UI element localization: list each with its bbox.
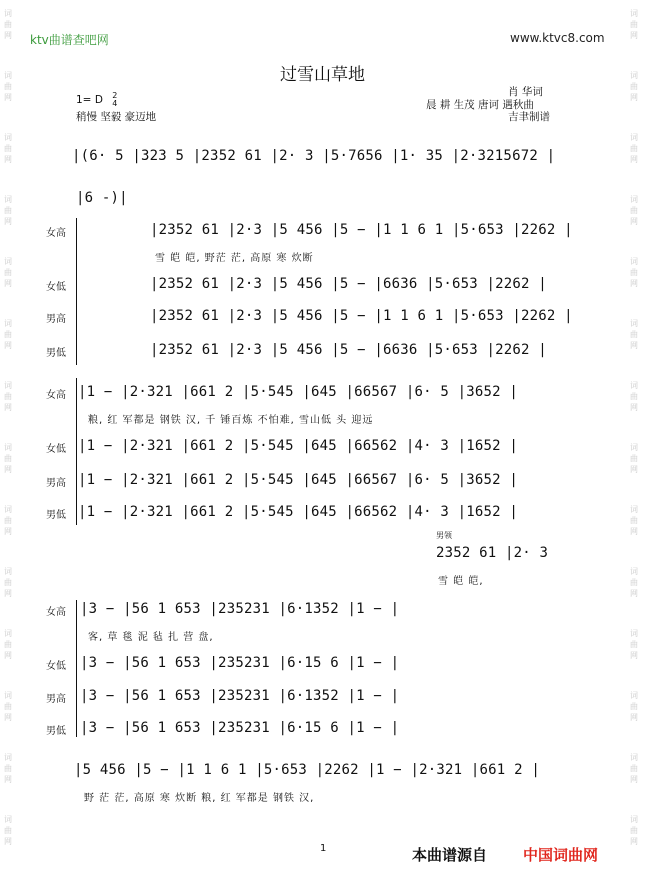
page-number: 1 <box>320 843 327 854</box>
lyric-row: 粮, 红 军都是 钢铁 汉, 千 锤百炼 不怕难, 雪山低 头 迎远 <box>88 415 374 426</box>
watermark-glyphs: 词 曲 网 <box>630 443 638 474</box>
watermark-glyphs: 词 曲 网 <box>630 815 638 846</box>
watermark-glyphs: 词 曲 网 <box>4 195 12 226</box>
watermark-glyphs: 词 曲 网 <box>4 71 12 102</box>
score-row: |3 − |56 1 653 |235231 |6·15 6 |1 − | <box>80 720 400 736</box>
voice-label: 女低 <box>46 661 66 672</box>
score-row: |2352 61 |2·3 |5 456 |5 − |1 1 6 1 |5·653 |2262 | <box>150 222 573 238</box>
voice-label: 女低 <box>46 282 66 293</box>
score-row: |2352 61 |2·3 |5 456 |5 − |6636 |5·653 |2262 | <box>150 342 547 358</box>
composer-credit: 晨 耕 生茂 唐诃 遇秋曲 <box>426 99 534 111</box>
system-bracket <box>76 600 77 737</box>
song-title: 过雪山草地 <box>280 65 365 85</box>
score-row: |3 − |56 1 653 |235231 |6·1352 |1 − | <box>80 601 400 617</box>
score-row: |1 − |2·321 |661 2 |5·545 |645 |66562 |4· 3 |1652 | <box>78 438 519 454</box>
solo-lyric: 雪 皑 皑, <box>438 576 484 587</box>
engraver-credit: 吉聿制谱 <box>508 111 550 123</box>
voice-label: 女高 <box>46 228 66 239</box>
watermark-glyphs: 词 曲 网 <box>630 319 638 350</box>
watermark-glyphs: 词 曲 网 <box>4 629 12 660</box>
solo-label: 男领 <box>436 531 452 540</box>
intro-line-end: |6 -)| <box>76 190 128 206</box>
score-row: |1 − |2·321 |661 2 |5·545 |645 |66567 |6· 5 |3652 | <box>78 384 519 400</box>
score-row: |3 − |56 1 653 |235231 |6·1352 |1 − | <box>80 688 400 704</box>
system-bracket <box>76 218 77 365</box>
score-row: |3 − |56 1 653 |235231 |6·15 6 |1 − | <box>80 655 400 671</box>
voice-label: 女低 <box>46 444 66 455</box>
watermark-glyphs: 词 曲 网 <box>630 195 638 226</box>
voice-label: 男低 <box>46 510 66 521</box>
voice-label: 女高 <box>46 607 66 618</box>
score-row: |1 − |2·321 |661 2 |5·545 |645 |66562 |4· 3 |1652 | <box>78 504 519 520</box>
score-row: |2352 61 |2·3 |5 456 |5 − |1 1 6 1 |5·653 |2262 | <box>150 308 573 324</box>
watermark-glyphs: 词 曲 网 <box>4 567 12 598</box>
watermark-glyphs: 词 曲 网 <box>4 381 12 412</box>
brand-link[interactable]: 中国词曲网 <box>523 846 599 864</box>
watermark-glyphs: 词 曲 网 <box>630 505 638 536</box>
watermark-glyphs: 词 曲 网 <box>4 443 12 474</box>
watermark-glyphs: 词 曲 网 <box>4 319 12 350</box>
intro-line: |(6· 5 |323 5 |2352 61 |2· 3 |5·7656 |1· 35 |2·3215672 | <box>72 148 556 164</box>
time-signature <box>112 92 117 108</box>
lyricist-credit: 肖 华词 <box>508 86 543 98</box>
score-row: |2352 61 |2·3 |5 456 |5 − |6636 |5·653 |2262 | <box>150 276 547 292</box>
watermark-glyphs: 词 曲 网 <box>630 753 638 784</box>
watermark-glyphs: 词 曲 网 <box>630 9 638 40</box>
key-label: 1= D <box>76 94 103 106</box>
watermark-glyphs: 词 曲 网 <box>630 257 638 288</box>
watermark-glyphs: 词 曲 网 <box>4 691 12 722</box>
tempo-marking: 稍慢 坚毅 豪迈地 <box>76 111 157 123</box>
key-signature <box>76 92 117 108</box>
watermark-glyphs: 词 曲 网 <box>4 505 12 536</box>
voice-label: 男高 <box>46 478 66 489</box>
watermark-glyphs: 词 曲 网 <box>4 9 12 40</box>
system-bracket <box>76 378 77 525</box>
watermark-glyphs: 词 曲 网 <box>4 257 12 288</box>
site-name-left[interactable]: ktv曲谱查吧网 <box>30 33 109 47</box>
voice-label: 男低 <box>46 726 66 737</box>
lyric-row: 客, 草 毯 泥 毡 扎 营 盘, <box>88 632 214 643</box>
voice-label: 男高 <box>46 314 66 325</box>
watermark-glyphs: 词 曲 网 <box>630 567 638 598</box>
lyric-row: 雪 皑 皑, 野茫 茫, 高原 寒 炊断 <box>155 253 314 264</box>
watermark-glyphs: 词 曲 网 <box>630 381 638 412</box>
watermark-glyphs: 词 曲 网 <box>630 71 638 102</box>
time-top: 2 <box>112 91 118 100</box>
voice-label: 男高 <box>46 694 66 705</box>
solo-notes: 2352 61 |2· 3 <box>436 545 549 561</box>
watermark-glyphs: 词 曲 网 <box>4 753 12 784</box>
watermark-glyphs: 词 曲 网 <box>630 691 638 722</box>
voice-label: 女高 <box>46 390 66 401</box>
voice-label: 男低 <box>46 348 66 359</box>
watermark-glyphs: 词 曲 网 <box>4 133 12 164</box>
watermark-glyphs: 词 曲 网 <box>630 629 638 660</box>
time-bottom: 4 <box>112 99 118 108</box>
source-label: 本曲谱源自 <box>412 846 488 864</box>
score-row: |1 − |2·321 |661 2 |5·545 |645 |66567 |6· 5 |3652 | <box>78 472 519 488</box>
watermark-glyphs: 词 曲 网 <box>630 133 638 164</box>
final-lyric-row: 野 茫 茫, 高原 寒 炊断 粮, 红 军都是 钢铁 汉, <box>84 793 315 804</box>
watermark-glyphs: 词 曲 网 <box>4 815 12 846</box>
final-score-row: |5 456 |5 − |1 1 6 1 |5·653 |2262 |1 − |2·321 |661 2 | <box>74 762 540 778</box>
site-url[interactable]: www.ktvc8.com <box>510 31 605 45</box>
